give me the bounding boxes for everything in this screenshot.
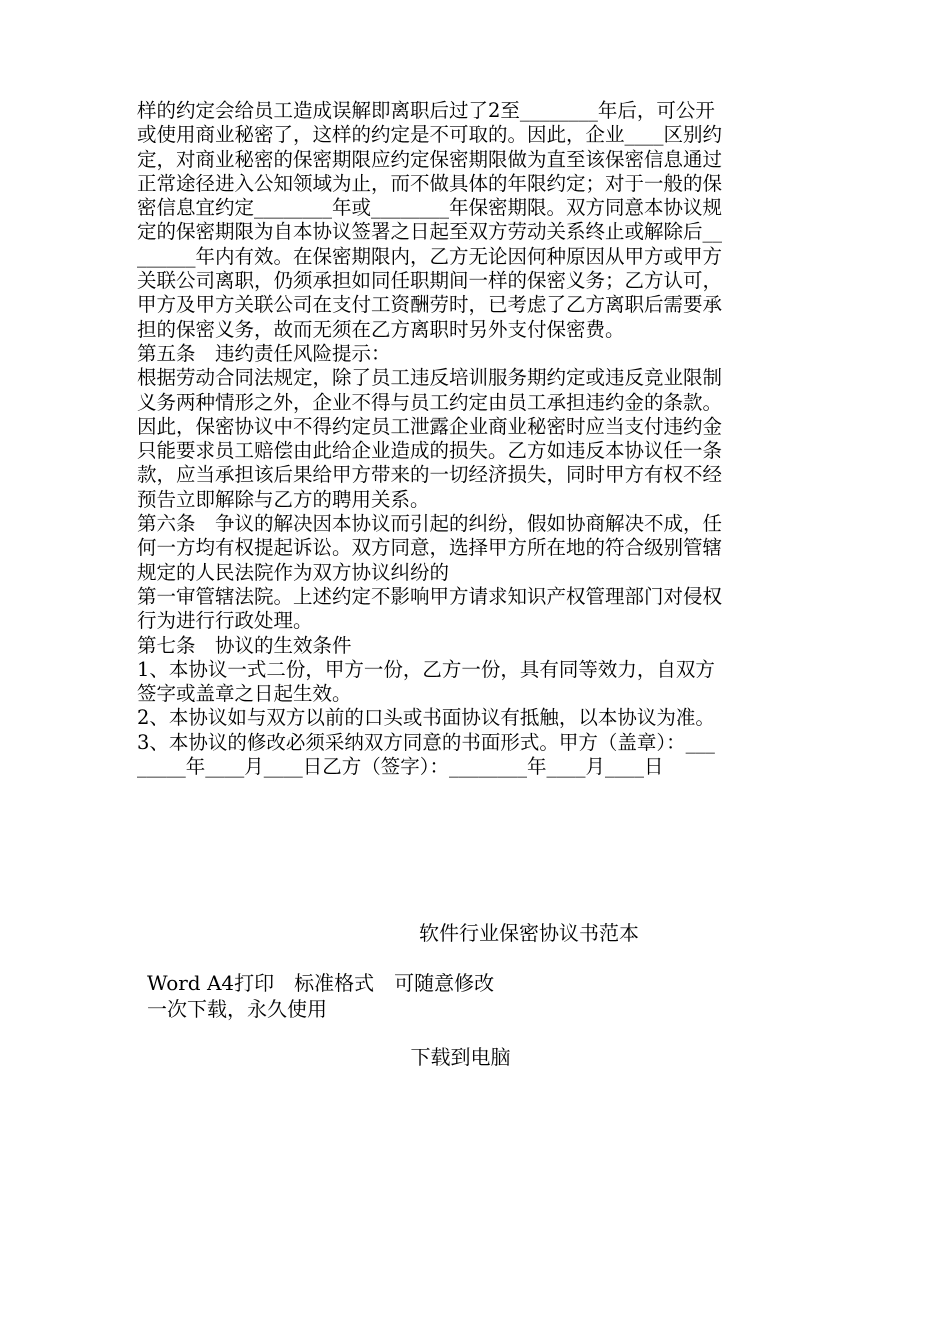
body-line: 定，对商业秘密的保密期限应约定保密期限做为直至该保密信息通过 [137, 147, 723, 171]
promo-features: Word A4打印 标准格式 可随意修改 [147, 971, 495, 995]
body-line: 因此，保密协议中不得约定员工泄露企业商业秘密时应当支付违约金 [137, 414, 723, 438]
body-line: 2、本协议如与双方以前的口头或书面协议有抵触，以本协议为准。 [137, 706, 715, 730]
body-line: 只能要求员工赔偿由此给企业造成的损失。乙方如违反本协议任一条 [137, 439, 723, 463]
section-heading: 第五条 违约责任风险提示： [137, 341, 391, 365]
body-line: 甲方及甲方关联公司在支付工资酬劳时，已考虑了乙方离职后需要承 [137, 293, 723, 317]
body-line: 关联公司离职，仍须承担如同任职期间一样的保密义务；乙方认可， [137, 269, 723, 293]
body-line: 签字或盖章之日起生效。 [137, 682, 352, 706]
promo-tagline: 一次下载，永久使用 [147, 997, 327, 1021]
document-body [137, 99, 815, 779]
body-line: 规定的人民法院作为双方协议纠纷的 [137, 560, 450, 584]
body-line: 样的约定会给员工造成误解即离职后过了2至________年后，可公开 [137, 99, 715, 122]
body-line: 正常途径进入公知领域为止，而不做具体的年限约定；对于一般的保 [137, 171, 723, 195]
section-heading: 第六条 争议的解决因本协议而引起的纠纷，假如协商解决不成，任 [137, 512, 723, 536]
body-line: 义务两种情形之外，企业不得与员工约定由员工承担违约金的条款。 [137, 390, 723, 414]
body-line: 1、本协议一式二份，甲方一份，乙方一份，具有同等效力，自双方 [137, 657, 715, 681]
body-line: 定的保密期限为自本协议签署之日起至双方劳动关系终止或解除后__ [137, 220, 723, 244]
body-line: 或使用商业秘密了，这样的约定是不可取的。因此，企业____区别约 [137, 123, 723, 147]
body-line: 根据劳动合同法规定，除了员工违反培训服务期约定或违反竞业限制 [137, 366, 723, 390]
signature-line: _____年____月____日乙方（签字）：________年____月____日 [137, 755, 664, 779]
body-line: 3、本协议的修改必须采纳双方同意的书面形式。甲方（盖章）：___ [137, 730, 715, 754]
body-line: 担的保密义务，故而无须在乙方离职时另外支付保密费。 [137, 317, 625, 341]
body-line: 第一审管辖法院。上述约定不影响甲方请求知识产权管理部门对侵权 [137, 584, 723, 608]
promo-title: 软件行业保密协议书范本 [419, 921, 639, 945]
body-line: 款，应当承担该后果给甲方带来的一切经济损失，同时甲方有权不经 [137, 463, 723, 487]
body-line: 行为进行行政处理。 [137, 609, 313, 633]
download-button[interactable]: 下载到电脑 [410, 1045, 511, 1069]
body-line: 何一方均有权提起诉讼。双方同意，选择甲方所在地的符合级别管辖 [137, 536, 723, 560]
body-line: 预告立即解除与乙方的聘用关系。 [137, 487, 430, 511]
section-heading: 第七条 协议的生效条件 [137, 633, 352, 657]
body-line: ______年内有效。在保密期限内，乙方无论因何种原因从甲方或甲方 [137, 244, 723, 268]
body-line: 密信息宜约定________年或________年保密期限。双方同意本协议规 [137, 196, 723, 220]
